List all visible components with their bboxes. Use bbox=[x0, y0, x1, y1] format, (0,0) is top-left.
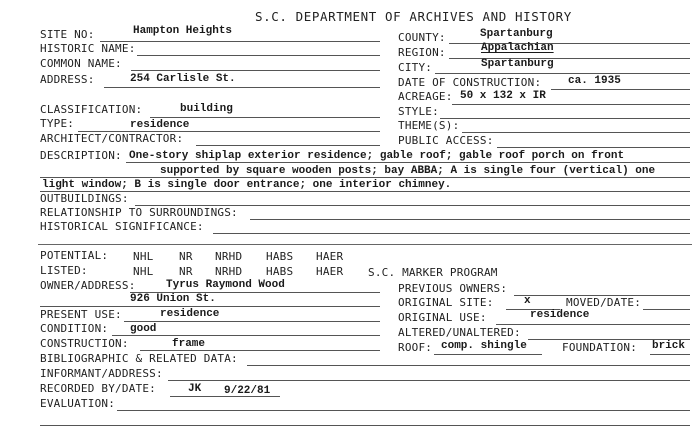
listed-haer: HAER bbox=[316, 265, 344, 278]
construction-label: CONSTRUCTION: bbox=[40, 337, 129, 350]
address-value: 254 Carlisle St. bbox=[130, 73, 236, 85]
potential-habs: HABS bbox=[266, 250, 294, 263]
classification-line bbox=[150, 117, 380, 118]
original-use-line bbox=[496, 324, 690, 325]
owner-address-label: OWNER/ADDRESS: bbox=[40, 279, 136, 292]
address-line bbox=[104, 87, 380, 88]
original-site-label: ORIGINAL SITE: bbox=[398, 296, 494, 309]
style-line bbox=[440, 118, 690, 119]
potential-nrhd: NRHD bbox=[215, 250, 243, 263]
altered-unaltered-label: ALTERED/UNALTERED: bbox=[398, 326, 521, 339]
original-use-label: ORIGINAL USE: bbox=[398, 311, 487, 324]
listed-label: LISTED: bbox=[40, 264, 88, 277]
recorded-date-value: 9/22/81 bbox=[224, 385, 271, 397]
historical-significance-label: HISTORICAL SIGNIFICANCE: bbox=[40, 220, 204, 233]
original-use-value: residence bbox=[530, 309, 590, 321]
form-title: S.C. DEPARTMENT OF ARCHIVES AND HISTORY bbox=[255, 9, 572, 24]
description-rule-2 bbox=[40, 177, 690, 178]
listed-nhl: NHL bbox=[133, 265, 154, 278]
present-use-value: residence bbox=[160, 308, 220, 320]
acreage-line bbox=[452, 104, 690, 105]
common-name-line bbox=[131, 70, 380, 71]
region-label: REGION: bbox=[398, 46, 446, 59]
marker-program-label: S.C. MARKER PROGRAM bbox=[368, 266, 498, 279]
potential-nr: NR bbox=[179, 250, 193, 263]
section-divider bbox=[38, 244, 692, 245]
present-use-line bbox=[124, 321, 380, 322]
architect-contractor-line bbox=[196, 145, 380, 146]
owner-name-value: Tyrus Raymond Wood bbox=[166, 279, 285, 291]
evaluation-line bbox=[117, 410, 690, 411]
potential-nhl: NHL bbox=[133, 250, 154, 263]
original-site-value: x bbox=[524, 295, 531, 307]
type-value: residence bbox=[130, 119, 190, 131]
city-line bbox=[435, 73, 690, 74]
moved-date-label: MOVED/DATE: bbox=[566, 296, 642, 309]
relationship-line bbox=[250, 219, 690, 220]
description-line-3: light window; B is single door entrance; one interior chimney. bbox=[42, 179, 452, 191]
public-access-line bbox=[497, 147, 690, 148]
acreage-label: ACREAGE: bbox=[398, 90, 453, 103]
county-label: COUNTY: bbox=[398, 31, 446, 44]
region-value: Appalachian bbox=[481, 42, 554, 54]
owner-address-value: 926 Union St. bbox=[130, 293, 216, 305]
county-value: Spartanburg bbox=[480, 28, 553, 40]
roof-label: ROOF: bbox=[398, 341, 433, 354]
historical-significance-line bbox=[213, 233, 690, 234]
listed-habs: HABS bbox=[266, 265, 294, 278]
owner-line-2 bbox=[40, 306, 380, 307]
recorded-by-label: RECORDED BY/DATE: bbox=[40, 382, 156, 395]
architect-contractor-label: ARCHITECT/CONTRACTOR: bbox=[40, 132, 184, 145]
potential-label: POTENTIAL: bbox=[40, 249, 109, 262]
roof-line bbox=[434, 354, 542, 355]
acreage-value: 50 x 132 x IR bbox=[460, 90, 546, 102]
type-label: TYPE: bbox=[40, 117, 75, 130]
previous-owners-label: PREVIOUS OWNERS: bbox=[398, 282, 508, 295]
construction-line bbox=[140, 350, 380, 351]
condition-line bbox=[112, 335, 380, 336]
date-of-construction-label: DATE OF CONSTRUCTION: bbox=[398, 76, 542, 89]
recorded-by-line bbox=[170, 396, 280, 397]
construction-value: frame bbox=[172, 338, 206, 350]
date-of-construction-value: ca. 1935 bbox=[568, 75, 621, 87]
date-of-construction-line bbox=[551, 89, 690, 90]
description-line-1: One-story shiplap exterior residence; gable roof; gable roof porch on front bbox=[129, 150, 625, 162]
roof-value: comp. shingle bbox=[441, 340, 527, 352]
description-rule-1 bbox=[126, 162, 690, 163]
classification-label: CLASSIFICATION: bbox=[40, 103, 143, 116]
moved-date-line bbox=[643, 309, 690, 310]
recorded-by-value: JK bbox=[188, 383, 202, 395]
informant-label: INFORMANT/ADDRESS: bbox=[40, 367, 163, 380]
historic-name-label: HISTORIC NAME: bbox=[40, 42, 136, 55]
evaluation-label: EVALUATION: bbox=[40, 397, 116, 410]
description-rule-3 bbox=[40, 191, 690, 192]
common-name-label: COMMON NAME: bbox=[40, 57, 122, 70]
bottom-rule bbox=[40, 425, 690, 426]
city-value: Spartanburg bbox=[481, 58, 554, 70]
foundation-value: brick bbox=[652, 340, 686, 352]
present-use-label: PRESENT USE: bbox=[40, 308, 122, 321]
themes-label: THEME(S): bbox=[398, 119, 460, 132]
site-no-value: Hampton Heights bbox=[133, 25, 233, 37]
condition-label: CONDITION: bbox=[40, 322, 109, 335]
description-label: DESCRIPTION: bbox=[40, 149, 122, 162]
informant-line bbox=[168, 380, 690, 381]
public-access-label: PUBLIC ACCESS: bbox=[398, 134, 494, 147]
style-label: STYLE: bbox=[398, 105, 439, 118]
foundation-line bbox=[650, 354, 690, 355]
foundation-label: FOUNDATION: bbox=[562, 341, 638, 354]
bibliographic-label: BIBLIOGRAPHIC & RELATED DATA: bbox=[40, 352, 238, 365]
listed-nrhd: NRHD bbox=[215, 265, 243, 278]
listed-nr: NR bbox=[179, 265, 193, 278]
description-line-2: supported by square wooden posts; bay ABBA; A is single four (vertical) one bbox=[160, 165, 656, 177]
address-label: ADDRESS: bbox=[40, 73, 95, 86]
site-no-line bbox=[100, 41, 380, 42]
relationship-label: RELATIONSHIP TO SURROUNDINGS: bbox=[40, 206, 238, 219]
outbuildings-label: OUTBUILDINGS: bbox=[40, 192, 129, 205]
historic-name-line bbox=[137, 55, 380, 56]
themes-line bbox=[462, 132, 690, 133]
condition-value: good bbox=[130, 323, 157, 335]
city-label: CITY: bbox=[398, 61, 433, 74]
site-no-label: SITE NO: bbox=[40, 28, 95, 41]
potential-haer: HAER bbox=[316, 250, 344, 263]
bibliographic-line bbox=[247, 365, 690, 366]
classification-value: building bbox=[180, 103, 233, 115]
